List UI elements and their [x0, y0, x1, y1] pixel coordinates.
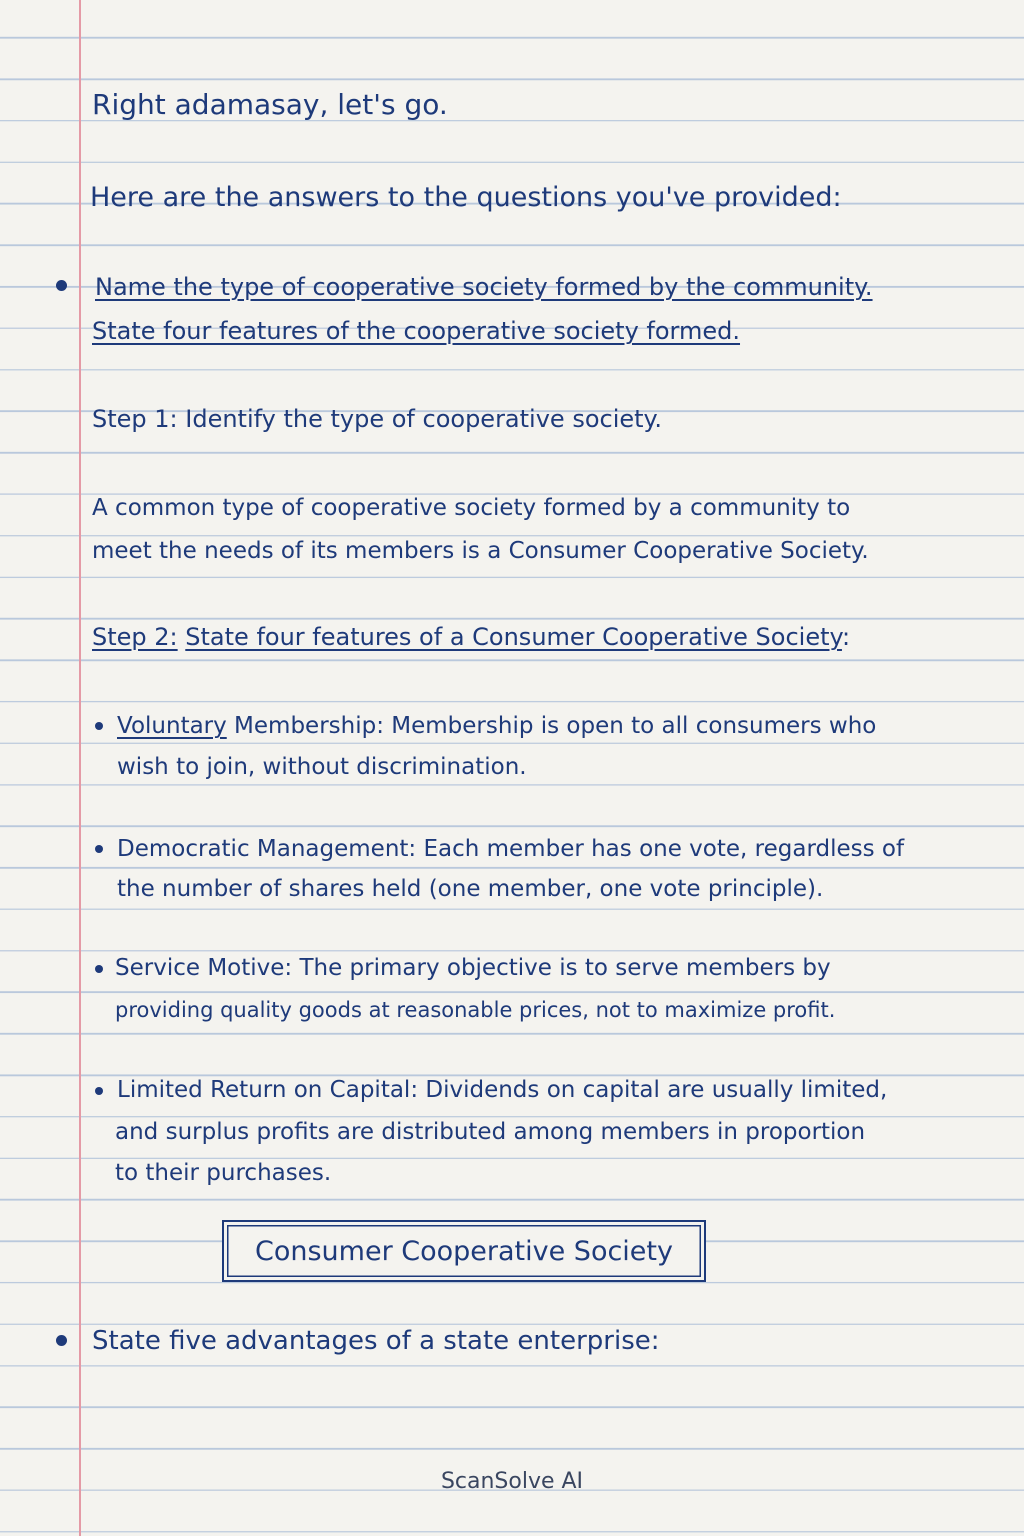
- feature-1-term: Voluntary: [117, 713, 227, 739]
- feature-1-line-1-rest: Membership: Membership is open to all consumers who: [226, 713, 877, 739]
- feature-4-line-3: to their purchases.: [115, 1160, 332, 1186]
- footer-brand: ScanSolve AI: [440, 1469, 584, 1494]
- greeting: Right adamasay, let's go.: [92, 88, 448, 121]
- feature-4-bullet: [95, 1087, 103, 1095]
- final-answer-box: [222, 1220, 706, 1282]
- feature-1-bullet: [95, 722, 103, 730]
- feature-1-line-2: wish to join, without discrimination.: [117, 754, 527, 780]
- intro-text: Here are the answers to the questions you've provided:: [90, 182, 842, 213]
- step-2-heading-colon: :: [841, 623, 851, 651]
- step-2-heading: [92, 616, 850, 658]
- feature-4-line-1: Limited Return on Capital: Dividends on capital are usually limited,: [117, 1077, 888, 1103]
- question-1-line-1: Name the type of cooperative society formed by the community.: [95, 273, 873, 301]
- question-1-bullet: [56, 280, 67, 291]
- feature-4-line-2: and surplus profits are distributed among members in proportion: [115, 1119, 866, 1145]
- feature-3-line-2: providing quality goods at reasonable prices, not to maximize profit.: [115, 998, 836, 1022]
- feature-3-bullet: [95, 965, 103, 973]
- step-1-line-2: meet the needs of its members is a Consumer Cooperative Society.: [92, 538, 869, 564]
- step-1-line-1: A common type of cooperative society formed by a community to: [92, 495, 851, 521]
- feature-1-line-1: [117, 705, 876, 747]
- question-1-line-2: State four features of the cooperative society formed.: [92, 317, 741, 345]
- feature-3-line-1: Service Motive: The primary objective is to serve members by: [115, 955, 831, 981]
- feature-2-bullet: [95, 845, 103, 853]
- question-2: State five advantages of a state enterprise:: [92, 1326, 660, 1356]
- feature-2-line-1: Democratic Management: Each member has one vote, regardless of: [117, 836, 905, 862]
- step-1-heading: Step 1: Identify the type of cooperative society.: [92, 405, 662, 433]
- feature-2-line-2: the number of shares held (one member, one vote principle).: [117, 876, 824, 902]
- margin-line: [79, 0, 81, 1536]
- step-2-heading-text: State four features of a Consumer Cooperative Society: [185, 623, 842, 651]
- question-2-bullet: [56, 1335, 67, 1346]
- final-answer: Consumer Cooperative Society: [255, 1235, 673, 1267]
- step-2-heading-prefix: Step 2:: [92, 623, 178, 651]
